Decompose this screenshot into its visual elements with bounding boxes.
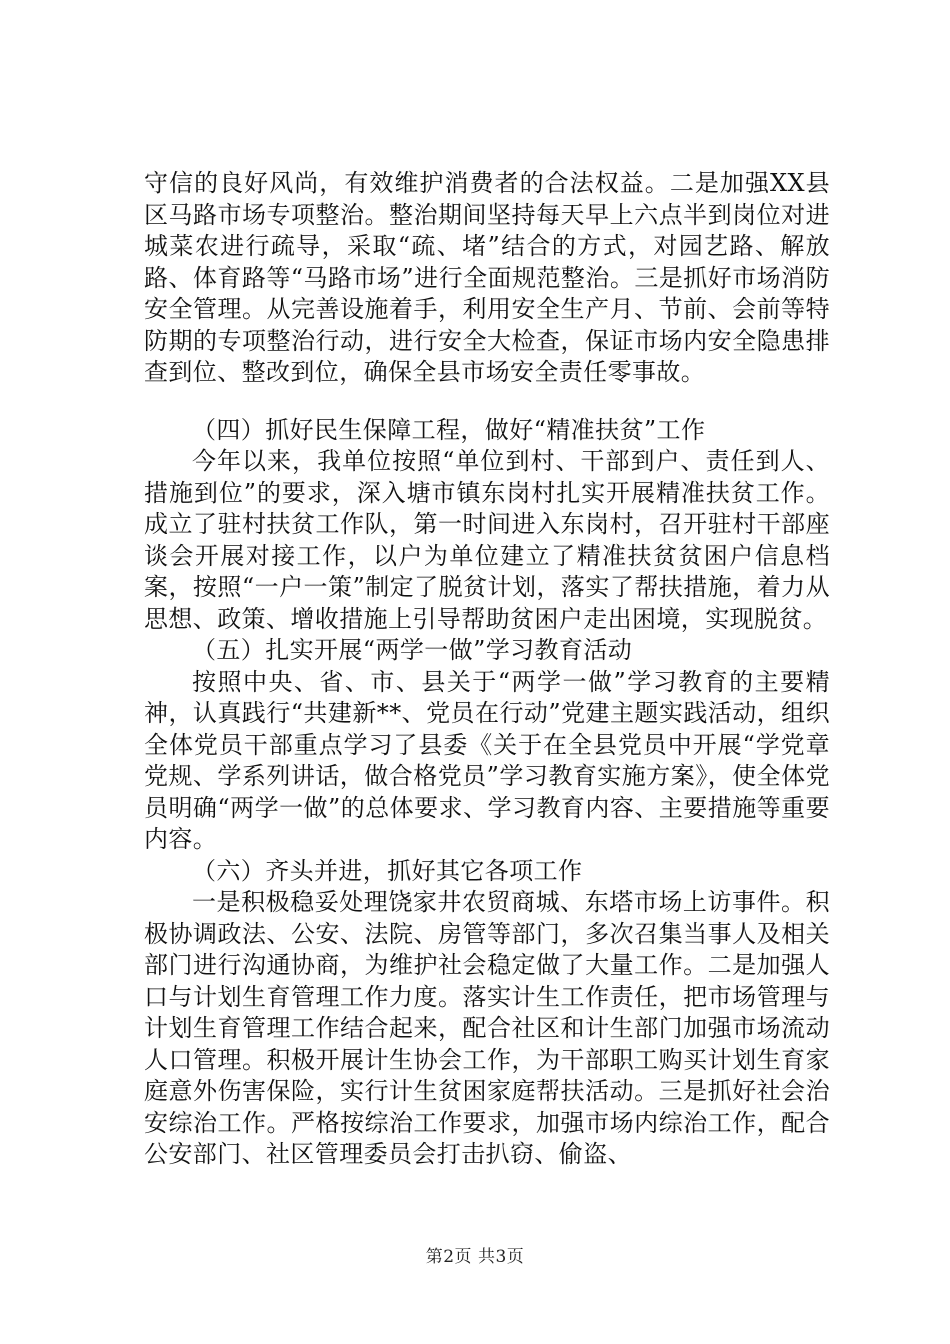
paragraph-market-rectification: 守信的良好风尚，有效维护消费者的合法权益。二是加强XX县区马路市场专项整治。整治期间坚持每天早上六点半到岗位对进城菜农进行疏导，采取“疏、堵”结合的方式，对园艺路、解放路、体育路等“马路市场”进行全面规范整治。三是抓好市场消防安全管理。从完善设施着手，利用安全生产月、节前、会前等特防期的专项整治行动，进行安全大检查，保证市场内安全隐患排查到位、整改到位，确保全县市场安全责任零事故。 (144, 169, 830, 386)
paragraph-other-work: 一是积极稳妥处理饶家井农贸商城、东塔市场上访事件。积极协调政法、公安、法院、房管等部门，多次召集当事人及相关部门进行沟通协商，为维护社会稳定做了大量工作。二是加强人口与计划生育管理工作力度。落实计生工作责任，把市场管理与计划生育管理工作结合起来，配合社区和计生部门加强市场流动人口管理。积极开展计生协会工作，为干部职工购买计划生育家庭意外伤害保险，实行计生贫困家庭帮扶活动。三是抓好社会治安综治工作。严格按综治工作要求，加强市场内综治工作，配合公安部门、社区管理委员会打击扒窃、偷盗、 (144, 888, 830, 1168)
document-body (144, 168, 830, 1171)
paragraph-poverty-alleviation: 今年以来，我单位按照“单位到村、干部到户、责任到人、措施到位”的要求，深入塘市镇东岗村扎实开展精准扶贫工作。成立了驻村扶贫工作队，第一时间进入东岗村，召开驻村干部座谈会开展对接工作，以户为单位建立了精准扶贫贫困户信息档案，按照“一户一策”制定了脱贫计划，落实了帮扶措施，着力从思想、政策、增收措施上引导帮助贫困户走出困境，实现脱贫。 (144, 447, 830, 633)
section-heading-6: （六）齐头并进，抓好其它各项工作 (192, 856, 583, 885)
page-number-footer: 第2页 共3页 (425, 1247, 525, 1267)
paragraph-study-education: 按照中央、省、市、县关于“两学一做”学习教育的主要精神，认真践行“共建新**、党员在行动”党建主题实践活动，组织全体党员干部重点学习了县委《关于在全县党员中开展“学党章党规、学系列讲话，做合格党员”学习教育实施方案》，使全体党员明确“两学一做”的总体要求、学习教育内容、主要措施等重要内容。 (144, 667, 830, 853)
section-heading-4: （四）抓好民生保障工程，做好“精准扶贫”工作 (192, 415, 706, 444)
section-heading-5: （五）扎实开展“两学一做”学习教育活动 (192, 636, 633, 664)
paragraph-gap (144, 389, 830, 415)
